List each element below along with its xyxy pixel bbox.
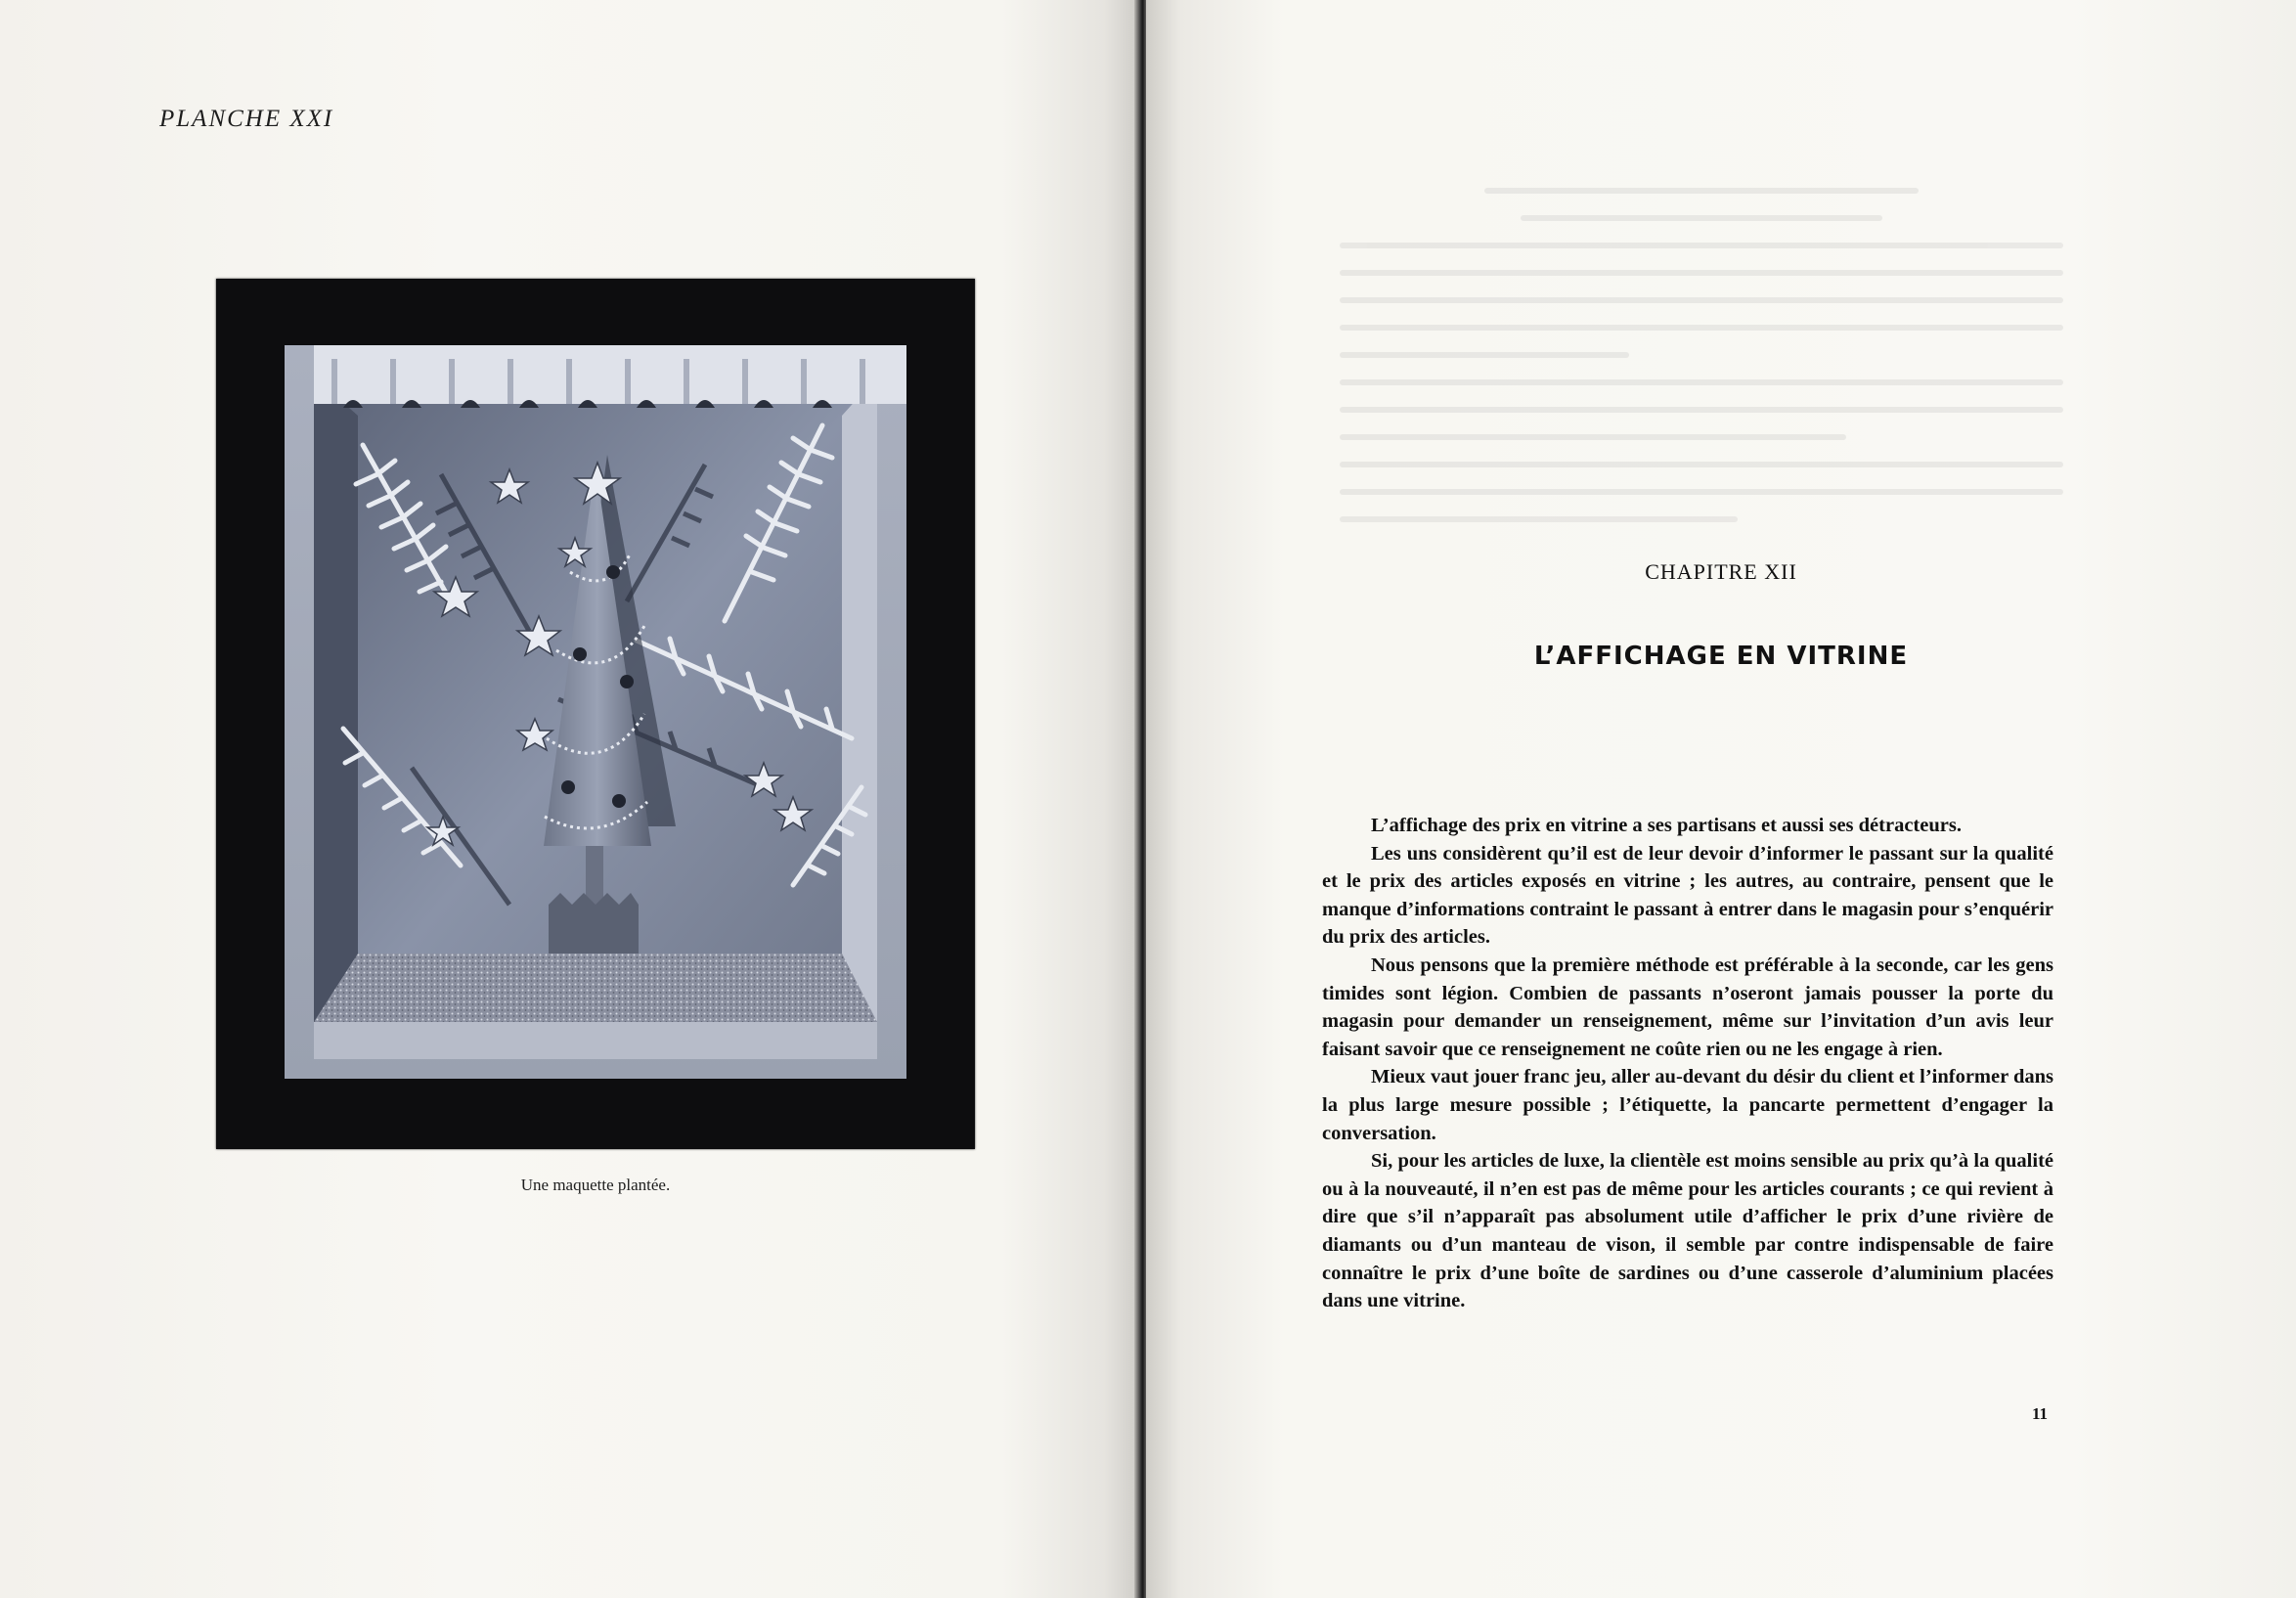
plate-photograph bbox=[216, 279, 975, 1149]
paragraph: L’affichage des prix en vitrine a ses partisans et aussi ses détracteurs. bbox=[1371, 815, 1962, 836]
paragraph: Si, pour les articles de luxe, la clientèle est moins sensible au prix qu’à la qualité ou à la nouveauté, il n’en est pas de même pour les articles courants ; ce qui revient à dire que s’il n’apparaît pas absolument utile d’afficher le prix d’une rivière de diamants ou d’un manteau de vison, il semble par contre indispensable de faire connaître le prix d’une boîte de sardines ou d’une casserole d’aluminium placées dans une vitrine. bbox=[1322, 1150, 2053, 1312]
page-number: 11 bbox=[2032, 1404, 2049, 1423]
chapter-body bbox=[1322, 812, 2053, 1315]
paragraph: Nous pensons que la première méthode est préférable à la seconde, car les gens timides sont légion. Combien de passants n’oseront jamais pousser la porte du magasin pour demander un renseignement, même sur l’invitation d’un avis leur faisant savoir que ce renseignement ne coûte rien ou ne les engage à rien. bbox=[1322, 954, 2053, 1060]
christmas-window-model-image bbox=[216, 279, 975, 1149]
right-page bbox=[1146, 0, 2296, 1598]
plate-label: PLANCHE XXI bbox=[159, 106, 334, 132]
paragraph: Mieux vaut jouer franc jeu, aller au-devant du désir du client et l’informer dans la plus large mesure possible ; l’étiquette, la pancarte permettent d’engager la conversation. bbox=[1322, 1066, 2053, 1144]
chapter-number: CHAPITRE XII bbox=[1645, 559, 1797, 584]
paragraph: Les uns considèrent qu’il est de leur devoir d’informer le passant sur la qualité et le prix des articles exposés en vitrine ; les autres, au contraire, pensent que le manque d’informations contraint le passant à entrer dans le magasin pour s’enquérir du prix des articles. bbox=[1322, 842, 2053, 949]
chapter-title: L’AFFICHAGE EN VITRINE bbox=[1533, 642, 1909, 671]
left-page bbox=[0, 0, 1138, 1598]
plate-caption: Une maquette plantée. bbox=[520, 1176, 671, 1194]
